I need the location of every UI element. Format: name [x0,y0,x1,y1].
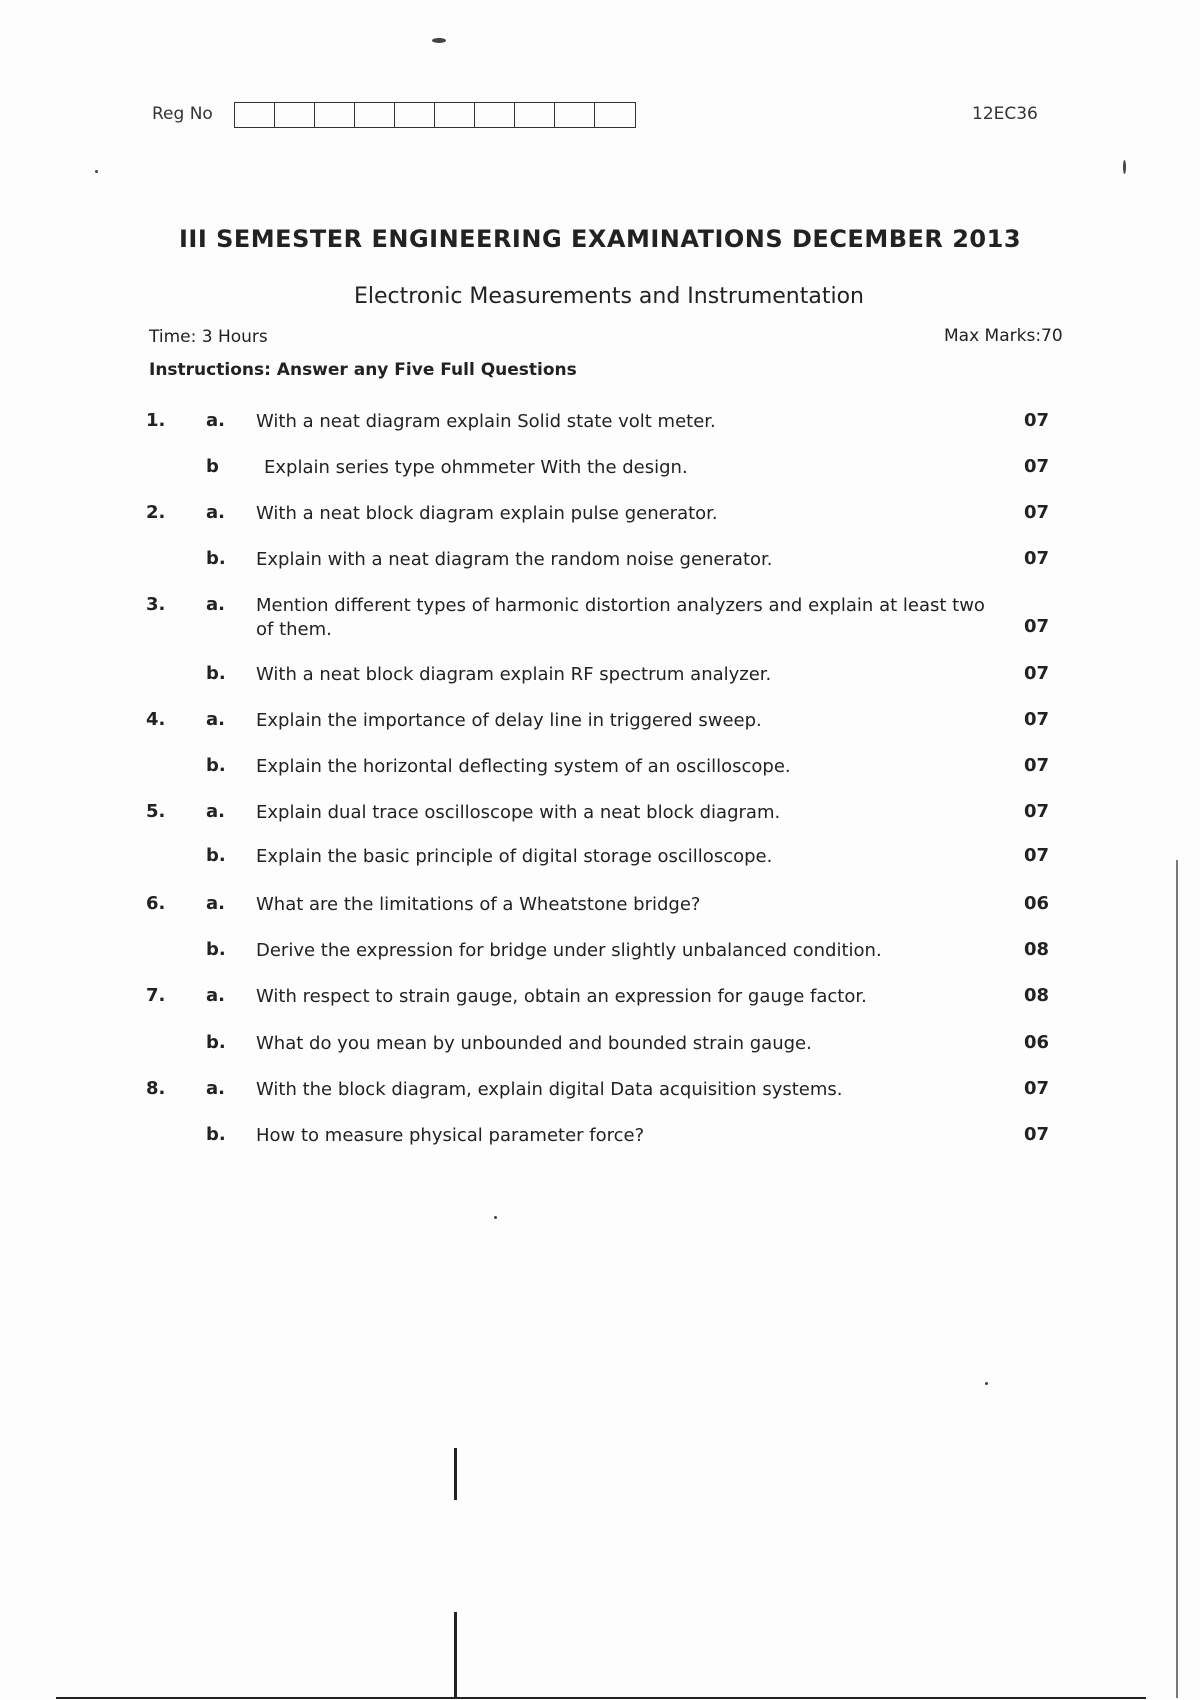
scan-speck [985,1382,988,1385]
exam-title: III SEMESTER ENGINEERING EXAMINATIONS DECEMBER 2013 [178,225,1022,253]
question-text: What are the limitations of a Wheatstone bridge? [256,894,701,915]
question-marks: 07 [1024,548,1050,569]
question-part: b. [206,1032,226,1053]
question-text: With a neat block diagram explain RF spectrum analyzer. [256,664,772,685]
question-marks: 07 [1024,663,1050,684]
question-part: b [206,456,219,477]
question-text: With a neat diagram explain Solid state volt meter. [256,411,716,432]
reg-no-box [395,103,435,127]
question-part: b. [206,1124,226,1145]
question-part: a. [206,709,225,730]
question-part: a. [206,502,225,523]
course-code: 12EC36 [972,104,1038,124]
scan-mark [454,1448,457,1500]
question-part: b. [206,663,226,684]
question-number: 4. [146,709,166,730]
instructions: Instructions: Answer any Five Full Questions [149,360,577,380]
question-marks: 06 [1024,1032,1050,1053]
question-text: What do you mean by unbounded and bounded strain gauge. [256,1033,812,1054]
question-part: a. [206,410,225,431]
question-part: a. [206,893,225,914]
question-marks: 07 [1024,502,1050,523]
question-text: Derive the expression for bridge under slightly unbalanced condition. [256,940,882,961]
question-number: 6. [146,893,166,914]
max-marks: Max Marks:70 [944,326,1063,346]
question-marks: 07 [1024,845,1050,866]
subject-title: Electronic Measurements and Instrumentation [354,284,864,309]
question-text: With the block diagram, explain digital Data acquisition systems. [256,1079,843,1100]
question-marks: 06 [1024,893,1050,914]
time-duration: Time: 3 Hours [149,327,268,347]
question-part: b. [206,939,226,960]
scan-speck [95,170,98,173]
reg-no-box [355,103,395,127]
question-part: b. [206,755,226,776]
reg-no-box [315,103,355,127]
question-part: a. [206,594,225,615]
scan-speck [1123,160,1126,174]
question-text: Explain the horizontal deflecting system of an oscilloscope. [256,756,791,777]
question-number: 7. [146,985,166,1006]
question-text: Mention different types of harmonic distortion analyzers and explain at least two of them. [256,595,985,640]
question-part: b. [206,845,226,866]
question-text: Explain dual trace oscilloscope with a neat block diagram. [256,802,781,823]
reg-no-box [555,103,595,127]
question-marks: 07 [1024,801,1050,822]
scan-speck [432,38,446,43]
reg-no-box [475,103,515,127]
question-number: 1. [146,410,166,431]
question-marks: 07 [1024,709,1050,730]
question-text: Explain with a neat diagram the random noise generator. [256,549,773,570]
question-marks: 07 [1024,1078,1050,1099]
question-text: Explain series type ohmmeter With the design. [264,457,688,478]
question-number: 2. [146,502,166,523]
reg-no-box [595,103,635,127]
reg-no-box [515,103,555,127]
question-marks: 07 [1024,755,1050,776]
scan-speck [494,1216,497,1219]
question-number: 5. [146,801,166,822]
question-marks: 08 [1024,985,1050,1006]
question-text: With a neat block diagram explain pulse generator. [256,503,718,524]
question-text: How to measure physical parameter force? [256,1125,645,1146]
reg-no-box [275,103,315,127]
question-part: a. [206,1078,225,1099]
scan-edge-line [1176,860,1178,1698]
question-part: a. [206,801,225,822]
question-number: 3. [146,594,166,615]
reg-no-box [235,103,275,127]
reg-no-label: Reg No [152,104,213,124]
question-part: b. [206,548,226,569]
question-number: 8. [146,1078,166,1099]
page-bottom-border [56,1697,1146,1699]
question-marks: 07 [1024,1124,1050,1145]
question-marks: 07 [1024,456,1050,477]
question-text: Explain the importance of delay line in triggered sweep. [256,710,762,731]
question-marks: 07 [1024,616,1050,637]
question-text: With respect to strain gauge, obtain an expression for gauge factor. [256,986,867,1007]
reg-no-boxes [234,102,636,128]
question-marks: 07 [1024,410,1050,431]
question-part: a. [206,985,225,1006]
reg-no-box [435,103,475,127]
question-text: Explain the basic principle of digital storage oscilloscope. [256,846,773,867]
scan-mark [454,1612,457,1698]
question-marks: 08 [1024,939,1050,960]
